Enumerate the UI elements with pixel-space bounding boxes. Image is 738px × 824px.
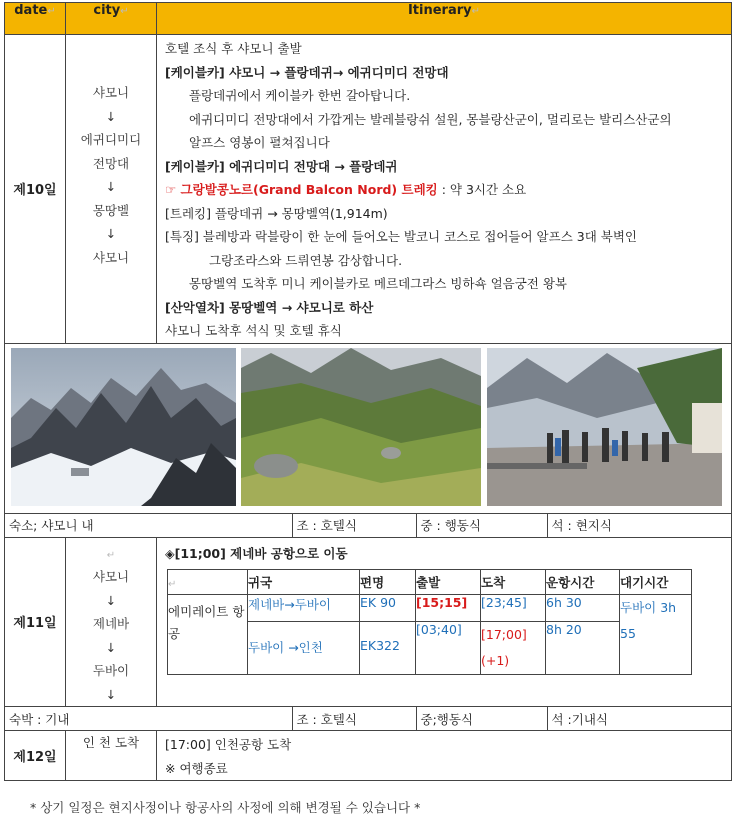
photo-strip [5,343,732,513]
flight-header-blank [168,570,248,595]
header-city-text: city [93,3,121,18]
city-item: 전망대 [92,155,130,171]
arrival-next-day: (+1) [481,653,510,668]
flight-header-number: 편명 [360,570,416,595]
day12-itinerary [157,731,732,781]
itinerary-line: 호텔 조식 후 샤모니 출발 [165,41,302,56]
flight-header-row [168,570,692,595]
photo-alpine-meadow [241,348,481,506]
city-item: ↓ [105,639,117,655]
day11-row [5,537,732,707]
lunch-info: 중 : 행동식 [416,514,547,537]
flight-number: EK322 [360,622,416,675]
itinerary-line: 샤모니 도착후 석식 및 호텔 휴식 [165,323,342,338]
flight-departure: [15;15] [416,595,481,622]
dinner-info: 석 :기내식 [551,711,608,727]
return-mark: ↵ [120,6,129,17]
airline-name: 에미레이트 항공 [168,595,248,675]
city-item: 샤모니 [92,85,130,100]
day11-label: 제11일 [5,537,66,707]
city-item: ↓ [105,686,117,702]
itinerary-line: [특징] 블레방과 락블랑이 한 눈에 들어오는 발코니 코스로 접어들어 알프스 3대 북벽인 [165,229,637,244]
day10-label: 제10일 [5,35,66,344]
photo-viewpoint-crowd [487,348,722,506]
header-itinerary [157,3,732,35]
lodging-info: 숙박 : 기내 [5,707,292,730]
flight-arrival: [23;45] [481,595,546,622]
city-item: 제네바 [92,616,130,631]
flight-route: 제네바→두바이 [248,595,360,622]
itinerary-line: ※ 여행종료 [165,760,228,776]
flight-arrival [481,622,546,675]
day10-info-row [5,513,732,537]
flight-header-arrival: 도착 [481,570,546,595]
return-mark: ↵ [471,6,481,17]
itinerary-line: 에귀디미디 전망대에서 가깝게는 발레블랑쉬 설원, 몽블랑산군이, 멀리로는 발리스산군의 [189,111,672,127]
flight-wait: 두바이 3h 55 [620,595,692,675]
photo-mountain-peaks [11,348,236,506]
flight-duration: 8h 20 [546,622,620,675]
day11-meal-table [5,707,731,730]
day11-title: ◈[11;00] 제네바 공항으로 이동 [165,545,348,561]
itinerary-document [4,2,731,781]
itinerary-line: 몽땅벨역 도착후 미니 케이블카로 메르데그라스 빙하쇽 얼음궁전 왕복 [189,276,567,291]
city-item: 에귀디미디 [80,132,142,147]
itinerary-line: [산악열차] 몽땅벨역 → 샤모니로 하산 [165,299,374,315]
city-item: ↓ [105,226,117,241]
day10-meal-table [5,514,731,537]
header-date [5,3,66,35]
city-item: ↓ [105,108,117,124]
return-mark: ↵ [168,578,177,590]
itinerary-line: [17:00] 인천공항 도착 [165,737,292,752]
flight-header-duration: 운항시간 [546,570,620,595]
flight-route: 두바이 →인천 [248,622,360,675]
day11-cities [66,537,157,707]
return-mark: ↵ [47,6,56,17]
city-item [66,542,156,566]
itinerary-table [4,2,732,781]
header-itinerary-text: Itinerary [407,3,472,18]
flight-header-departure: 출발 [416,570,481,595]
day12-row [5,731,732,781]
flight-number: EK 90 [360,595,416,622]
day10-cities [66,35,157,344]
day10-row [5,35,732,344]
city-item: 몽땅벨 [92,202,130,218]
itinerary-line: 그랑조라스와 드뤼연봉 감상합니다. [209,252,403,268]
flight-header-route: 귀국 [248,570,360,595]
itinerary-line-trekking [165,178,723,202]
disclaimer-note: * 상기 일정은 현지사정이나 항공사의 사정에 의해 변경될 수 있습니다 * [30,800,421,815]
itinerary-line: [트레킹] 플랑데귀 → 몽땅벨역(1,914m) [165,205,388,221]
header-city [66,3,157,35]
flight-departure: [03;40] [416,622,481,675]
day12-city: 인 천 도착 [66,731,157,781]
header-row [5,3,732,35]
breakfast-info: 조 : 호텔식 [292,707,416,730]
header-date-text: date [14,3,48,18]
day10-itinerary [157,35,732,344]
trekking-highlight: ☞ 그랑발콩노르(Grand Balcon Nord) 트레킹 [165,182,438,197]
return-mark: ↵ [106,549,116,561]
itinerary-line: 플랑데귀에서 케이블카 한번 갈아탑니다. [189,88,411,103]
flight-duration: 6h 30 [546,595,620,622]
day11-itinerary [157,537,732,707]
flight-row [168,595,692,622]
itinerary-line: [케이블카] 샤모니 → 플랑데귀→ 에귀디미디 전망대 [165,64,449,80]
city-item: 샤모니 [92,569,130,584]
city-item: ↓ [105,179,117,194]
flight-table [167,569,692,675]
city-item: ↓ [105,592,117,608]
itinerary-line: [케이블카] 에귀디미디 전망대 → 플랑데귀 [165,158,398,174]
day11-info-row [5,707,732,731]
flight-header-wait: 대기시간 [620,570,692,595]
day12-label: 제12일 [5,731,66,781]
lunch-info: 중;행동식 [416,707,547,730]
city-item: 샤모니 [92,249,130,265]
breakfast-info: 조 : 호텔식 [292,514,416,537]
trekking-duration: : 약 3시간 소요 [437,182,527,197]
photo-row [5,343,732,513]
lodging-info: 숙소; 샤모니 내 [5,514,292,537]
arrival-time: [17;00] [481,627,527,642]
itinerary-line: 알프스 영봉이 펼쳐집니다 [189,135,330,150]
dinner-info: 석 : 현지식 [551,518,612,533]
city-item: 두바이 [92,663,130,678]
